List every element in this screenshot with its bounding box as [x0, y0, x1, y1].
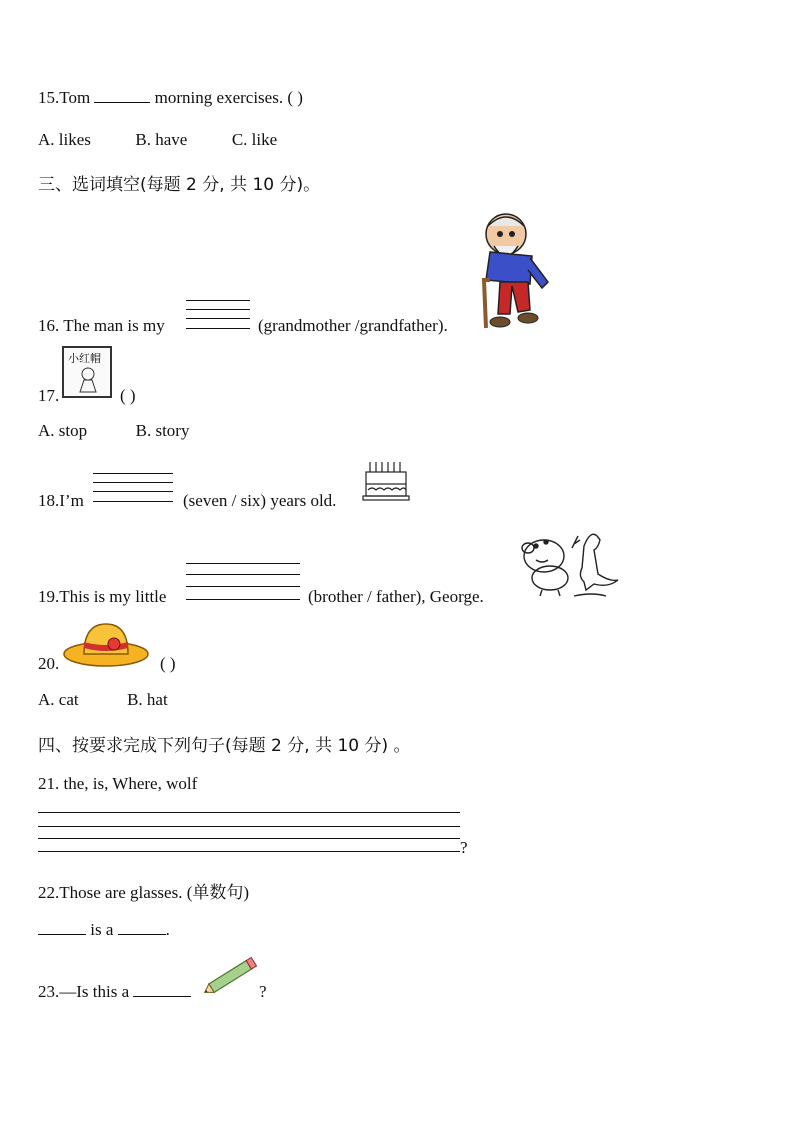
q16-post: (grandmother /grandfather). — [258, 316, 448, 335]
q17-options — [38, 421, 189, 441]
q15-number: 15. — [38, 88, 60, 107]
q15-option-c: C. like — [231, 130, 278, 149]
section-3-title: 三、选词填空(每题 2 分, 共 10 分)。 — [38, 175, 321, 195]
birthday-cake-image — [362, 458, 410, 504]
q22-prompt: 22.Those are glasses. (单数句) — [38, 883, 250, 902]
q18-pre: 18.I’m — [38, 491, 84, 510]
q15-options — [38, 130, 277, 150]
q23-pre: 23.—Is this a — [38, 982, 130, 1001]
q22-blank-1[interactable] — [38, 920, 86, 935]
q22-answer-line — [38, 920, 170, 940]
q18-post: (seven / six) years old. — [183, 491, 337, 510]
q15-pre: Tom — [59, 88, 91, 107]
q15-option-a: A. likes — [38, 130, 91, 149]
q15-answer-paren[interactable]: ( ) — [287, 88, 303, 107]
q23-blank[interactable] — [133, 982, 191, 997]
q15-post: morning exercises. — [154, 88, 284, 107]
q20-option-a: A. cat — [38, 690, 79, 709]
q15-blank[interactable] — [94, 88, 150, 103]
story-book-title: 小红帽 — [68, 352, 101, 365]
q18-writing-lines[interactable] — [93, 471, 173, 505]
q17-option-b: B. story — [135, 421, 190, 440]
q21-prompt: 21. the, is, Where, wolf — [38, 774, 198, 793]
section-4-title: 四、按要求完成下列句子(每题 2 分, 共 10 分) 。 — [38, 736, 411, 756]
story-book-image — [62, 346, 112, 398]
q22-blank-2[interactable] — [118, 920, 166, 935]
q22-mid: is a — [90, 920, 114, 939]
q19-pre: 19.This is my little — [38, 587, 167, 606]
q17-answer-paren[interactable]: ( ) — [120, 386, 136, 405]
q23-stem — [38, 982, 191, 1002]
q19-writing-lines[interactable] — [186, 560, 300, 602]
sun-hat-image — [62, 618, 150, 670]
q20-number: 20. — [38, 654, 60, 673]
q17-option-a: A. stop — [38, 421, 88, 440]
q20-answer-paren[interactable]: ( ) — [160, 654, 176, 673]
q21-writing-lines[interactable] — [38, 810, 460, 854]
q16-writing-lines[interactable] — [186, 298, 250, 332]
pencil-image — [200, 954, 262, 998]
q16-pre: 16. The man is my — [38, 316, 165, 335]
q20-option-b: B. hat — [127, 690, 168, 709]
george-pig-image — [514, 526, 620, 598]
q17-number: 17. — [38, 386, 60, 405]
grandfather-image — [470, 210, 555, 332]
q19-post: (brother / father), George. — [308, 587, 484, 606]
q15-stem — [38, 88, 303, 108]
q15-option-b: B. have — [135, 130, 188, 149]
q20-options — [38, 690, 168, 710]
q22-end: . — [165, 920, 170, 939]
q21-question-mark: ? — [460, 838, 468, 857]
red-riding-hood-icon — [76, 366, 100, 394]
q23-question-mark: ? — [259, 982, 267, 1001]
